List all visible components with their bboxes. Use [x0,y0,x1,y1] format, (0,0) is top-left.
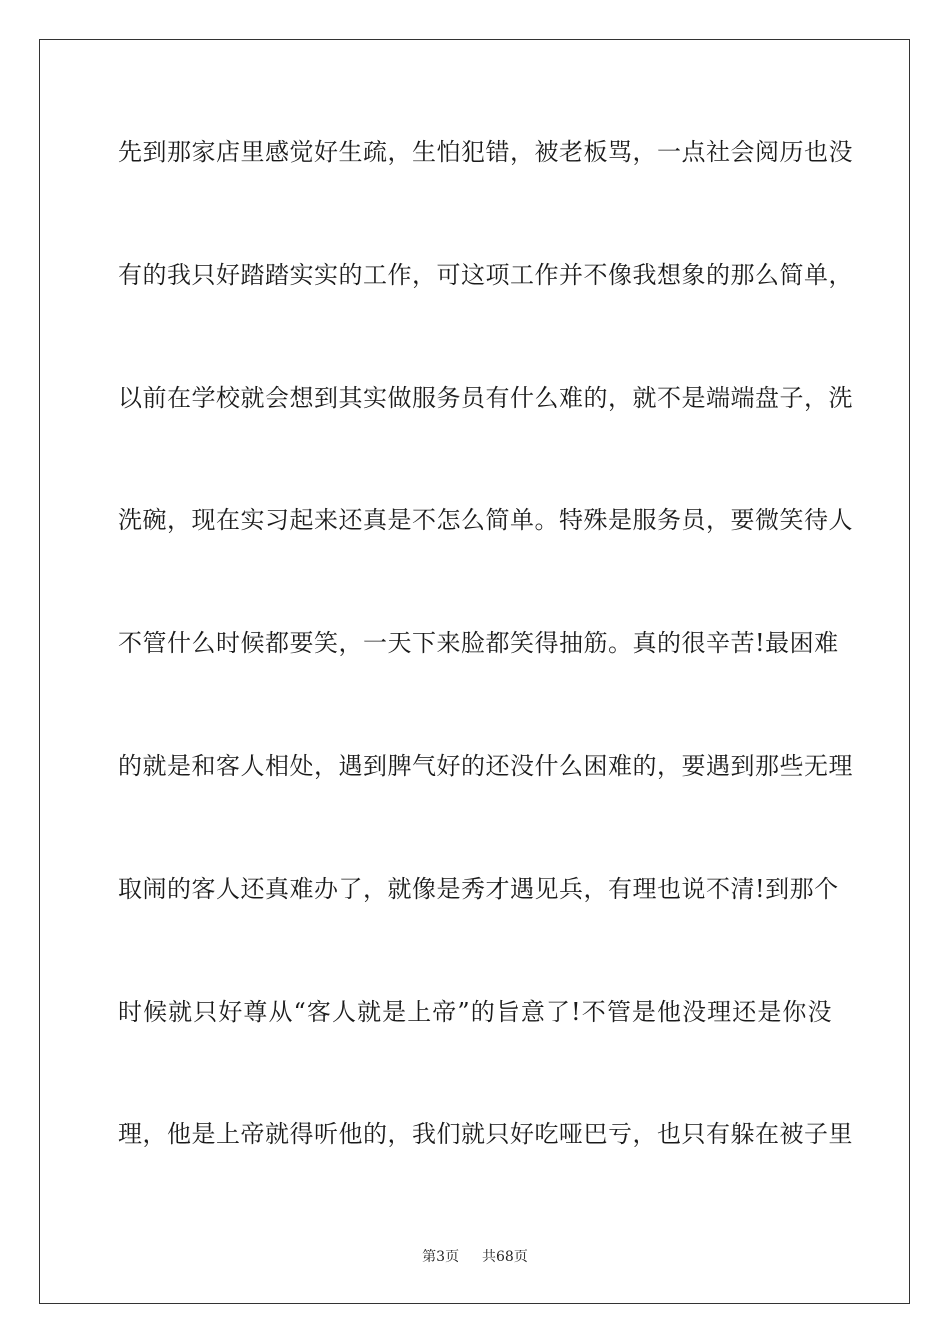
page-total: 共68页 [482,1249,528,1265]
text-line: 洗碗，现在实习起来还真是不怎么简单。特殊是服务员，要微笑待人 [118,506,853,535]
document-body [118,132,853,1237]
text-line: 的就是和客人相处，遇到脾气好的还没什么困难的，要遇到那些无理 [118,751,853,780]
text-line: 有的我只好踏踏实实的工作，可这项工作并不像我想象的那么简单， [118,260,853,289]
text-line: 不管什么时候都要笑，一天下来脸都笑得抽筋。真的很辛苦!最困难 [118,629,839,658]
page-footer [0,1246,950,1266]
text-line: 理，他是上帝就得听他的，我们就只好吃哑巴亏，也只有躲在被子里 [118,1120,853,1149]
text-line: 先到那家店里感觉好生疏，生怕犯错，被老板骂，一点社会阅历也没 [118,138,853,166]
text-line: 时候就只好尊从“客人就是上帝”的旨意了!不管是他没理还是你没 [118,997,832,1026]
page-number: 第3页 [422,1249,460,1265]
text-line: 以前在学校就会想到其实做服务员有什么难的，就不是端端盘子，洗 [118,383,853,412]
text-line: 取闹的客人还真难办了，就像是秀才遇见兵，有理也说不清!到那个 [118,874,839,903]
